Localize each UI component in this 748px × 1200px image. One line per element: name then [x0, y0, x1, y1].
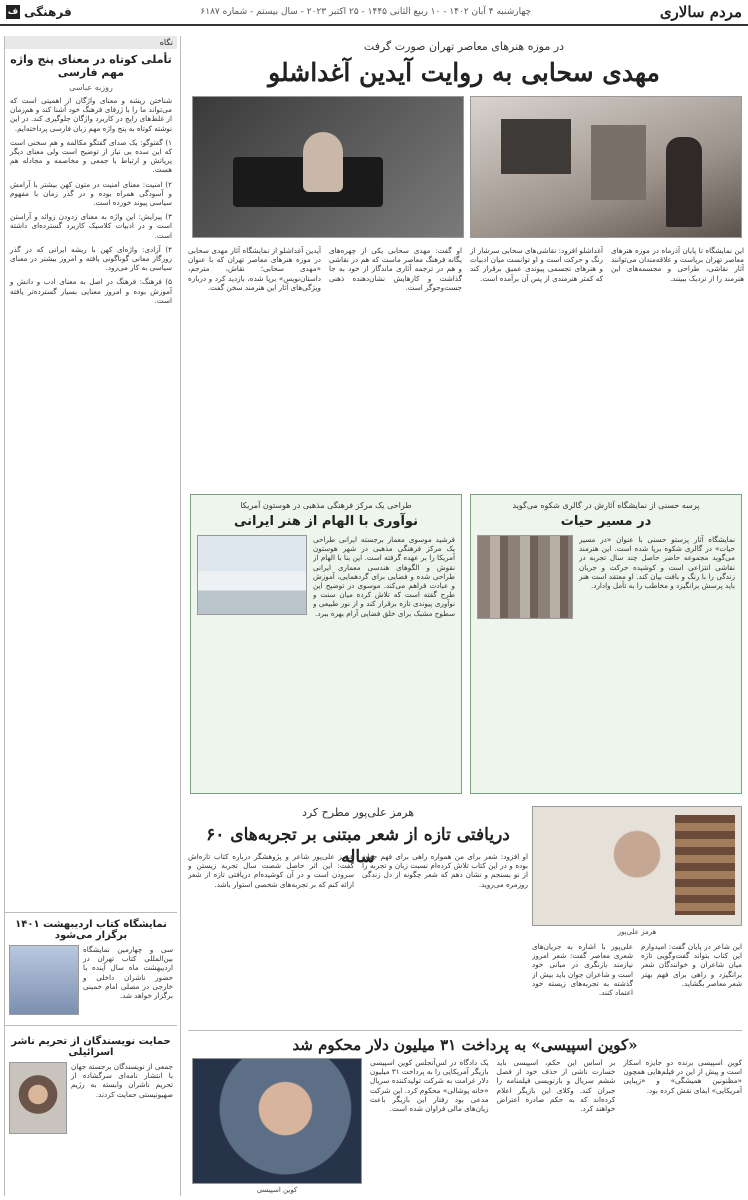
poet-caption: هرمز علی‌پور: [617, 928, 657, 936]
exhibition-photo: [477, 535, 573, 619]
lead-column: آغداشلو افزود: نقاشی‌های سحابی سرشار از رنگ و حرکت است و او توانست میان ادبیات و هنرهای تجسمی پیوندی عمیق برقرار کند که کمتر هنرمندی از پس آن برآمده است.: [470, 246, 603, 283]
feature-column: این شاعر در پایان گفت: امیدوارم این کتاب بتواند گفت‌وگویی تازه میان شاعران و خوانندگان شعر برانگیزد و راهی برای فهم بهتر شعر معاصر بگشاید.: [641, 942, 742, 988]
building-photo: [197, 535, 307, 615]
sidebar-divider: [5, 1025, 177, 1026]
sidebar-rule: [180, 36, 181, 1196]
sidebar-box1-title: نمایشگاه کتاب اردیبهشت ۱۴۰۱ برگزار می‌شود: [15, 919, 167, 941]
section-icon: ف: [7, 7, 19, 17]
sidebar-paragraph: شناختن ریشه و معنای واژگان از اهمیتی است که می‌تواند ما را با ژرفای فرهنگ خود آشنا کند و هم‌زمان از غلط‌های رایج در کاربرد واژگان جلوگیری کند. در این نوشته کوتاه به پنج واژه مهم زبان فارسی پرداخته‌ایم.: [10, 96, 172, 133]
feature-columns-right: [532, 942, 742, 1022]
lead-column: آیدین آغداشلو از نمایشگاه آثار مهدی سحابی در موزه هنرهای معاصر تهران که با عنوان «مهدی سحابی؛ نقاش، مترجم، داستان‌نویس» برپا شده، بازدید کرد و درباره ویژگی‌های آثار این هنرمند سخن گفت.: [188, 246, 321, 292]
poet-photo: [532, 806, 742, 926]
dateline: چهارشنبه ۴ آبان ۱۴۰۲ - ۱۰ ربیع الثانی ۱۴۴۵ - ۲۵ اکتبر ۲۰۲۳ - سال بیستم - شماره ۶۱۸۷: [200, 7, 532, 17]
sidebar-body: [5, 96, 177, 906]
spacey-caption: کوین اسپیسی: [256, 1186, 298, 1194]
lead-headline: مهدی سحابی به روایت آیدین آغداشلو: [268, 58, 660, 87]
sidebar-box2-title: حمایت نویسندگان از تحریم ناشر اسرائیلی: [11, 1036, 171, 1058]
box-exhibition-body: [477, 535, 735, 765]
spacey-photo: [192, 1058, 362, 1184]
bottom-column: کوین اسپیسی برنده دو جایزه اسکار است و پیش از این در فیلم‌هایی همچون «مظنونین همیشگی» و «زیبایی آمریکایی» ایفای نقش کرده بود.: [623, 1058, 742, 1095]
box-exhibition: [470, 494, 742, 794]
box-architecture-kicker: طراحی یک مرکز فرهنگی مذهبی در هوستون آمریکا: [240, 501, 412, 510]
feature-columns-left: [188, 852, 528, 1022]
sidebar-paragraph: ۱) گفتوگو: یک صدای گفتگو مکالمه و هم سخنی است که این سده بی نیاز از توضیح است ولی معنای دیگر پرپاتش و ارتباط با جمعی و مخاصمه و مجادله هم هست.: [10, 137, 172, 175]
visitor-shape: [666, 137, 702, 227]
lead-kicker: در موزه هنرهای معاصر تهران صورت گرفت: [363, 40, 565, 53]
artwork-shape: [501, 119, 571, 174]
section-label: [6, 5, 72, 19]
feature-kicker: هرمز علی‌پور مطرح کرد: [301, 806, 415, 819]
box-exhibition-text: نمایشگاه آثار پرستو حسنی با عنوان «در مسیر حیات» در گالری شکوه برپا شده است. این هنرمند می‌گوید مجموعه حاضر حاصل چند سال تجربه در نقاشی انتزاعی است و کوشیده حرکت و جریان زندگی را با رنگ و بافت بیان کند. او معتقد است هنر باید پرسش برانگیزد و مخاطب را به تأمل وادارد.: [579, 535, 735, 591]
sidebar-title: تأملی کوتاه در معنای پنج واژه مهم فارسی: [10, 53, 172, 79]
lead-column: او گفت: مهدی سحابی یکی از چهره‌های یگانه فرهنگ معاصر ماست که هم در نقاشی و هم در ترجمه آثاری ماندگار از خود به جا گذاشت و کارهایش نشان‌دهنده ذهنی جست‌وجوگر است.: [329, 246, 462, 292]
section-divider: [188, 1030, 742, 1031]
sidebar-author: روزبه عباسی: [69, 83, 113, 92]
sidebar-paragraph: ۵) فرهنگ: فرهنگ در اصل به معنای ادب و دانش و آموزش بوده و امروز معنایی بسیار گسترده‌تر یافته است.: [10, 277, 172, 305]
person-shape: [303, 132, 343, 192]
box-architecture: [190, 494, 462, 794]
lead-column: این نمایشگاه تا پایان آذرماه در موزه هنرهای معاصر تهران برپاست و علاقه‌مندان می‌توانند آثار نقاشی، طراحی و مجسمه‌های این هنرمند را از نزدیک ببینند.: [611, 246, 744, 283]
lead-photo-gallery: [470, 96, 742, 238]
bottom-headline: «کوین اسپیسی» به پرداخت ۳۱ میلیون دلار محکوم شد: [292, 1036, 638, 1054]
bookshelf-shape: [675, 815, 735, 915]
sidebar: [4, 36, 177, 1196]
sidebar-tag: نگاه: [5, 36, 177, 49]
box-exhibition-kicker: پرسه حسنی از نمایشگاه آثارش در گالری شکوه می‌گوید: [512, 501, 700, 510]
feature-headline: دریافتی تازه از شعر مبتنی بر تجربه‌های ۶۰ ساله: [206, 825, 510, 867]
bottom-columns: [370, 1058, 742, 1196]
page-header: [0, 0, 748, 26]
sidebar-paragraph: ۴) آزادی: واژه‌ای کهن با ریشه ایرانی که در گذر روزگار معانی گوناگونی یافته و امروز بیشتر در معنای سیاسی به کار می‌رود.: [10, 244, 172, 273]
lead-photo-interview: [192, 96, 464, 238]
sidebar-paragraph: ۳) پیرایش: این واژه به معنای زدودن زوائد و آراستن است و در ادبیات کلاسیک کاربرد گسترده‌ای داشته است.: [10, 212, 172, 240]
feature-column: او افزود: شعر برای من همواره راهی برای فهم جهان بوده و در این کتاب تلاش کرده‌ام نسبت زبان و تجربه را از نو بسنجم و نشان دهم که شعر چگونه از دل زندگی روزمره می‌روید.: [362, 852, 528, 889]
box-architecture-title: نوآوری با الهام از هنر ایرانی: [234, 514, 418, 529]
sidebar-box1: [5, 945, 177, 1015]
sidebar-paragraph: ۲) امنیت: معنای امنیت در متون کهن بیشتر با آرامش و آسودگی همراه بوده و در گذر زمان با مفهوم سیاسی پیوند خورده است.: [10, 179, 172, 208]
bottom-column: بر اساس این حکم، اسپیسی باید خسارت ناشی از حذف خود از فصل ششم سریال و بازنویسی فیلمنامه را جبران کند. وکلای این بازیگر اعلام کرده‌اند که به حکم صادره اعتراض خواهند کرد.: [496, 1058, 616, 1114]
lead-columns: [188, 246, 744, 480]
feature-column: هرمز علی‌پور شاعر و پژوهشگر درباره کتاب تازه‌اش گفت: این اثر حاصل شصت سال تجربه زیستن و سرودن است و در آن کوشیده‌ام دریافتی تازه از شعر ارائه کنم که بر تجربه‌های شخصی استوار باشد.: [188, 852, 354, 889]
sidebar-box2-text: جمعی از نویسندگان برجسته جهان با انتشار نامه‌ای سرگشاده از تحریم ناشران وابسته به رژیم صهیونیستی حمایت کردند.: [71, 1062, 173, 1099]
artwork-shape: [591, 125, 646, 200]
bottom-column: یک دادگاه در لس‌آنجلس کوین اسپیسی بازیگر آمریکایی را به پرداخت ۳۱ میلیون دلار غرامت به شرکت تولیدکننده سریال «خانه پوشالی» محکوم کرد. این شرکت مدعی بود رفتار این بازیگر باعث زیان‌های مالی فراوان شده است.: [369, 1058, 489, 1114]
sidebar-box2: [5, 1062, 177, 1134]
feature-column: علی‌پور با اشاره به جریان‌های شعری معاصر گفت: شعر امروز نیازمند بازنگری در مبانی خود است و شاعران جوان باید بیش از گذشته به تجربه‌های زیسته خود اعتماد کنند.: [532, 942, 633, 998]
masthead: مردم سالاری: [659, 3, 742, 21]
box-architecture-body: [197, 535, 455, 765]
author-photo: [9, 1062, 67, 1134]
sidebar-divider: [5, 912, 177, 913]
book-fair-photo: [9, 945, 79, 1015]
sidebar-box1-text: سی و چهارمین نمایشگاه بین‌المللی کتاب تهران در اردیبهشت ماه سال آینده با حضور ناشران داخلی و خارجی در مصلی امام خمینی برگزار خواهد شد.: [83, 945, 173, 1001]
box-architecture-text: فرشید موسوی معمار برجسته ایرانی طراحی یک مرکز فرهنگی مذهبی در شهر هوستون آمریکا را بر عهده گرفته است. این بنا با الهام از نقوش و الگوهای هندسی معماری ایرانی طراحی شده و فضایی برای گردهمایی، آموزش و عبادت فراهم می‌کند. موسوی در توضیح این طرح گفته است که تلاش کرده میان سنت و نوآوری پیوندی تازه برقرار کند و از نور طبیعی و سطوح مشبک برای خلق فضایی آرام بهره ببرد.: [313, 535, 455, 618]
box-exhibition-title: در مسیر حیات: [560, 514, 652, 529]
section-name: فرهنگی: [24, 5, 72, 19]
